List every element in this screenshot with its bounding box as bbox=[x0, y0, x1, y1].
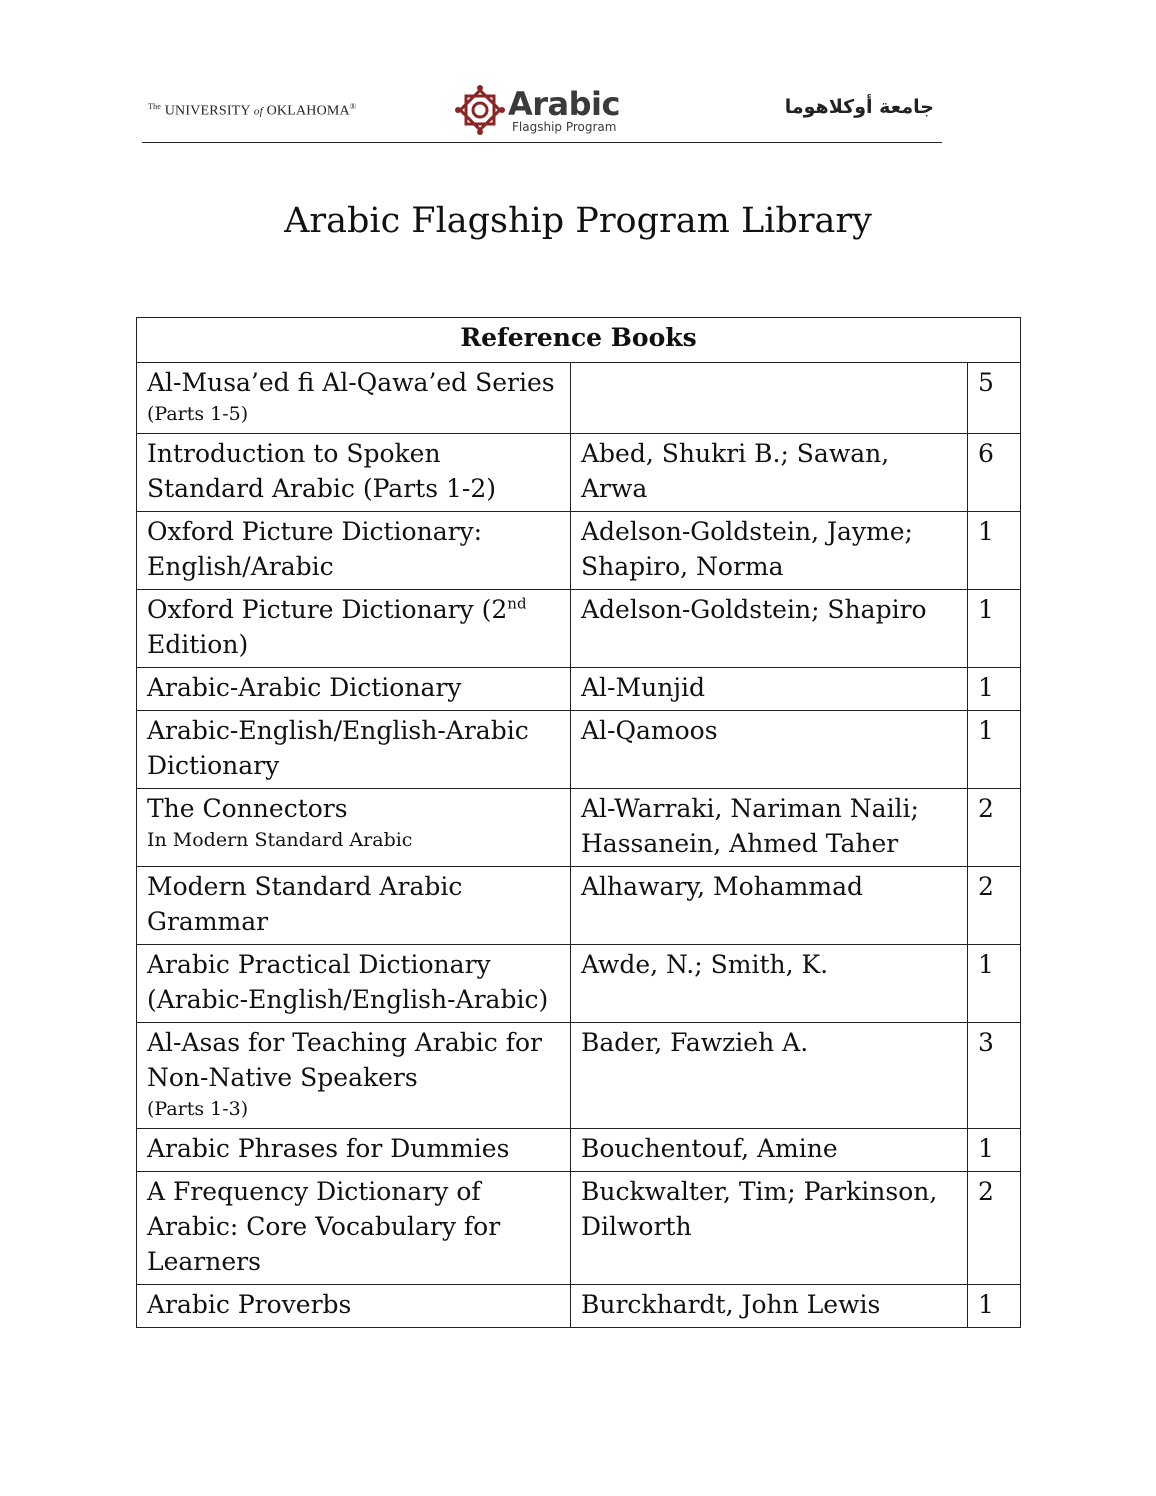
table-row bbox=[137, 1023, 1021, 1129]
table-row bbox=[137, 711, 1021, 789]
quantity-cell: 3 bbox=[968, 1023, 1021, 1129]
table-row bbox=[137, 789, 1021, 867]
book-title-cell bbox=[137, 867, 571, 945]
quantity-cell: 6 bbox=[968, 434, 1021, 512]
book-title-cell bbox=[137, 789, 571, 867]
table-row bbox=[137, 512, 1021, 590]
author-cell: Awde, N.; Smith, K. bbox=[571, 945, 968, 1023]
book-title-cell bbox=[137, 1129, 571, 1172]
table-row bbox=[137, 1172, 1021, 1285]
quantity-cell: 2 bbox=[968, 867, 1021, 945]
book-title: Arabic-Arabic Dictionary bbox=[147, 673, 462, 702]
quantity-cell: 1 bbox=[968, 711, 1021, 789]
author-cell: Al-Warraki, Nariman Naili; Hassanein, Ahmed Taher bbox=[571, 789, 968, 867]
book-title: Arabic Phrases for Dummies bbox=[147, 1134, 510, 1163]
author-cell: Bouchentouf, Amine bbox=[571, 1129, 968, 1172]
book-title: Arabic Practical Dictionary (Arabic-English/English-Arabic) bbox=[147, 950, 549, 1014]
page-title: Arabic Flagship Program Library bbox=[284, 201, 872, 241]
arabic-university-name: جامعة أوكلاهوما bbox=[784, 96, 934, 118]
book-title-cell bbox=[137, 1172, 571, 1285]
quantity-cell: 2 bbox=[968, 1172, 1021, 1285]
table-row bbox=[137, 867, 1021, 945]
quantity-cell: 1 bbox=[968, 1129, 1021, 1172]
quantity-cell: 1 bbox=[968, 668, 1021, 711]
author-cell bbox=[571, 363, 968, 434]
book-note: (Parts 1-3) bbox=[147, 1098, 249, 1120]
star-emblem-icon bbox=[454, 84, 506, 136]
quantity-cell: 1 bbox=[968, 512, 1021, 590]
table-row bbox=[137, 1129, 1021, 1172]
book-title-cell bbox=[137, 945, 571, 1023]
book-note: In Modern Standard Arabic bbox=[147, 829, 413, 851]
book-title-cell bbox=[137, 590, 571, 668]
table-row bbox=[137, 668, 1021, 711]
table-row bbox=[137, 363, 1021, 434]
author-cell: Adelson-Goldstein; Shapiro bbox=[571, 590, 968, 668]
book-title-cell bbox=[137, 668, 571, 711]
author-cell: Bader, Fawzieh A. bbox=[571, 1023, 968, 1129]
section-header: Reference Books bbox=[137, 318, 1021, 363]
book-title: Al-Musa’ed fi Al-Qawa’ed Series bbox=[147, 368, 555, 397]
book-title: A Frequency Dictionary of Arabic: Core Vocabulary for Learners bbox=[147, 1177, 501, 1276]
arabic-flagship-logo bbox=[454, 82, 644, 138]
book-title-cell bbox=[137, 363, 571, 434]
quantity-cell: 1 bbox=[968, 590, 1021, 668]
reference-books-table bbox=[136, 317, 1021, 1328]
logo-subtitle: Flagship Program bbox=[512, 120, 617, 134]
table-header-row bbox=[137, 318, 1021, 363]
book-title-cell bbox=[137, 1023, 571, 1129]
book-title: Arabic-English/English-Arabic Dictionary bbox=[147, 716, 529, 780]
author-cell: Alhawary, Mohammad bbox=[571, 867, 968, 945]
table-row bbox=[137, 945, 1021, 1023]
quantity-cell: 2 bbox=[968, 789, 1021, 867]
book-title: The Connectors bbox=[147, 794, 348, 823]
book-title: Introduction to Spoken Standard Arabic (Parts 1-2) bbox=[147, 439, 496, 503]
book-title-cell bbox=[137, 512, 571, 590]
table-row bbox=[137, 590, 1021, 668]
book-note: (Parts 1-5) bbox=[147, 403, 249, 425]
author-cell: Buckwalter, Tim; Parkinson, Dilworth bbox=[571, 1172, 968, 1285]
author-cell: Al-Munjid bbox=[571, 668, 968, 711]
book-title: Modern Standard Arabic Grammar bbox=[147, 872, 463, 936]
logo-title: Arabic bbox=[508, 85, 620, 123]
letterhead bbox=[142, 72, 942, 143]
author-cell: Al-Qamoos bbox=[571, 711, 968, 789]
quantity-cell: 1 bbox=[968, 945, 1021, 1023]
book-title: Al-Asas for Teaching Arabic for Non-Native Speakers bbox=[147, 1028, 542, 1092]
book-title: Oxford Picture Dictionary (2nd Edition) bbox=[147, 594, 527, 659]
quantity-cell: 5 bbox=[968, 363, 1021, 434]
table-body bbox=[137, 363, 1021, 1328]
book-title-cell bbox=[137, 434, 571, 512]
author-cell: Burckhardt, John Lewis bbox=[571, 1285, 968, 1328]
author-cell: Adelson-Goldstein, Jayme; Shapiro, Norma bbox=[571, 512, 968, 590]
quantity-cell: 1 bbox=[968, 1285, 1021, 1328]
book-title-cell bbox=[137, 711, 571, 789]
book-title: Oxford Picture Dictionary: English/Arabic bbox=[147, 517, 483, 581]
table-row bbox=[137, 434, 1021, 512]
book-title: Arabic Proverbs bbox=[147, 1290, 352, 1319]
author-cell: Abed, Shukri B.; Sawan, Arwa bbox=[571, 434, 968, 512]
table-row bbox=[137, 1285, 1021, 1328]
university-name: $^{The}$ UNIVERSITY of OKLAHOMA® bbox=[148, 102, 357, 119]
book-title-cell bbox=[137, 1285, 571, 1328]
